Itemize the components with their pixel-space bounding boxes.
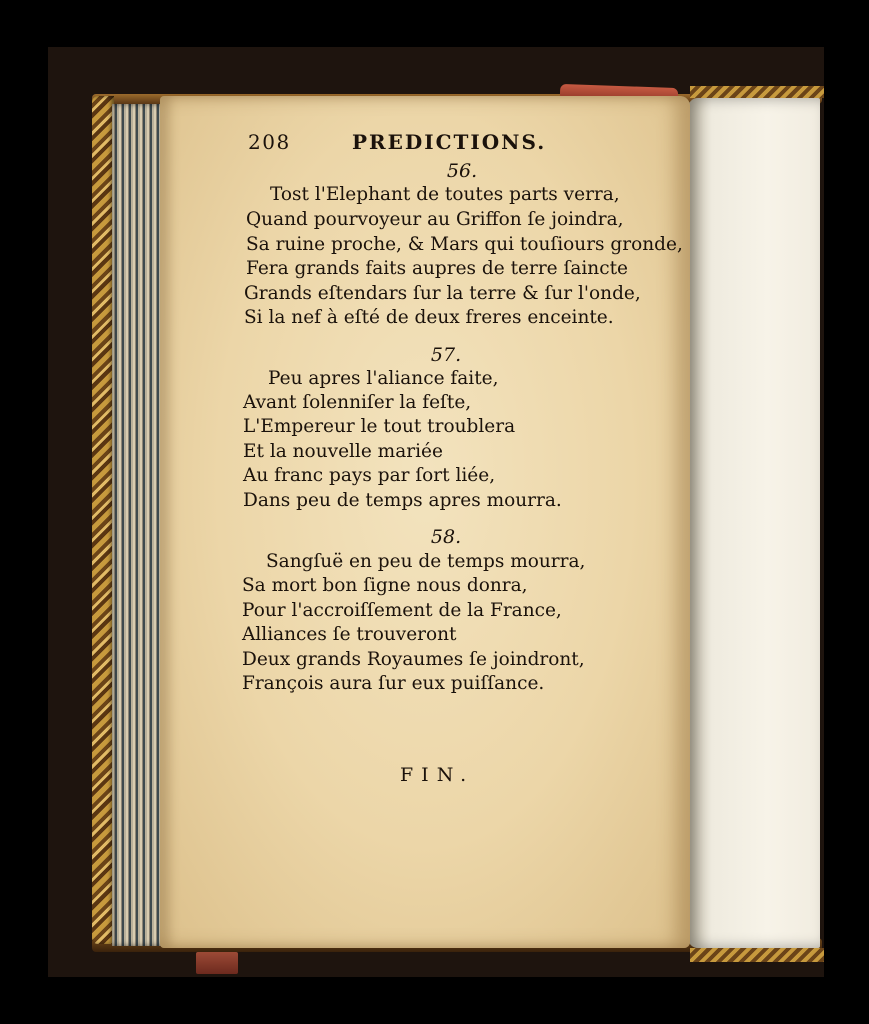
verse-line: François aura ſur eux puiſſance. — [242, 673, 545, 694]
verse-line: Au franc pays par ſort liée, — [243, 465, 496, 486]
bookmark-ribbon-tail — [196, 952, 238, 974]
verse-line: Sa mort bon ſigne nous donra, — [242, 575, 528, 596]
right-gilt-edge-top — [690, 86, 824, 98]
verse-line: Si la nef à eſté de deux freres enceinte. — [244, 307, 614, 328]
verse-line: Pour l'accroiſſement de la France, — [242, 600, 562, 621]
verse-line: Sa ruine proche, & Mars qui touſiours gronde, — [246, 234, 683, 255]
verse-line: Dans peu de temps apres mourra. — [243, 490, 562, 511]
stanza-number-56: 56. — [446, 160, 478, 182]
closing-fin: FIN. — [400, 764, 475, 786]
stanza-number-58: 58. — [430, 526, 462, 548]
verse-line: Fera grands faits aupres de terre ſaincte — [246, 258, 628, 279]
verse-line: Peu apres l'aliance faite, — [268, 368, 499, 389]
verse-line: L'Empereur le tout troublera — [243, 416, 516, 437]
page-number: 208 — [248, 130, 291, 154]
right-gilt-edge-bottom — [690, 948, 824, 962]
right-blank-page — [688, 98, 820, 948]
stanza-number-57: 57. — [430, 344, 462, 366]
verse-line: Tost l'Elephant de toutes parts verra, — [270, 184, 620, 205]
running-head — [248, 130, 588, 158]
verse-line: Avant ſolenniſer la feſte, — [243, 392, 472, 413]
verse-line: Alliances ſe trouveront — [242, 624, 457, 645]
verse-line: Et la nouvelle mariée — [243, 441, 443, 462]
page-title: PREDICTIONS. — [352, 130, 547, 154]
verse-line: Quand pourvoyeur au Griffon ſe joindra, — [246, 209, 624, 230]
verse-line: Grands eſtendars ſur la terre & ſur l'onde, — [244, 283, 641, 304]
gilt-cover-edge — [92, 96, 114, 944]
verse-line: Sangſuë en peu de temps mourra, — [266, 551, 586, 572]
verse-line: Deux grands Royaumes ſe joindront, — [242, 649, 585, 670]
